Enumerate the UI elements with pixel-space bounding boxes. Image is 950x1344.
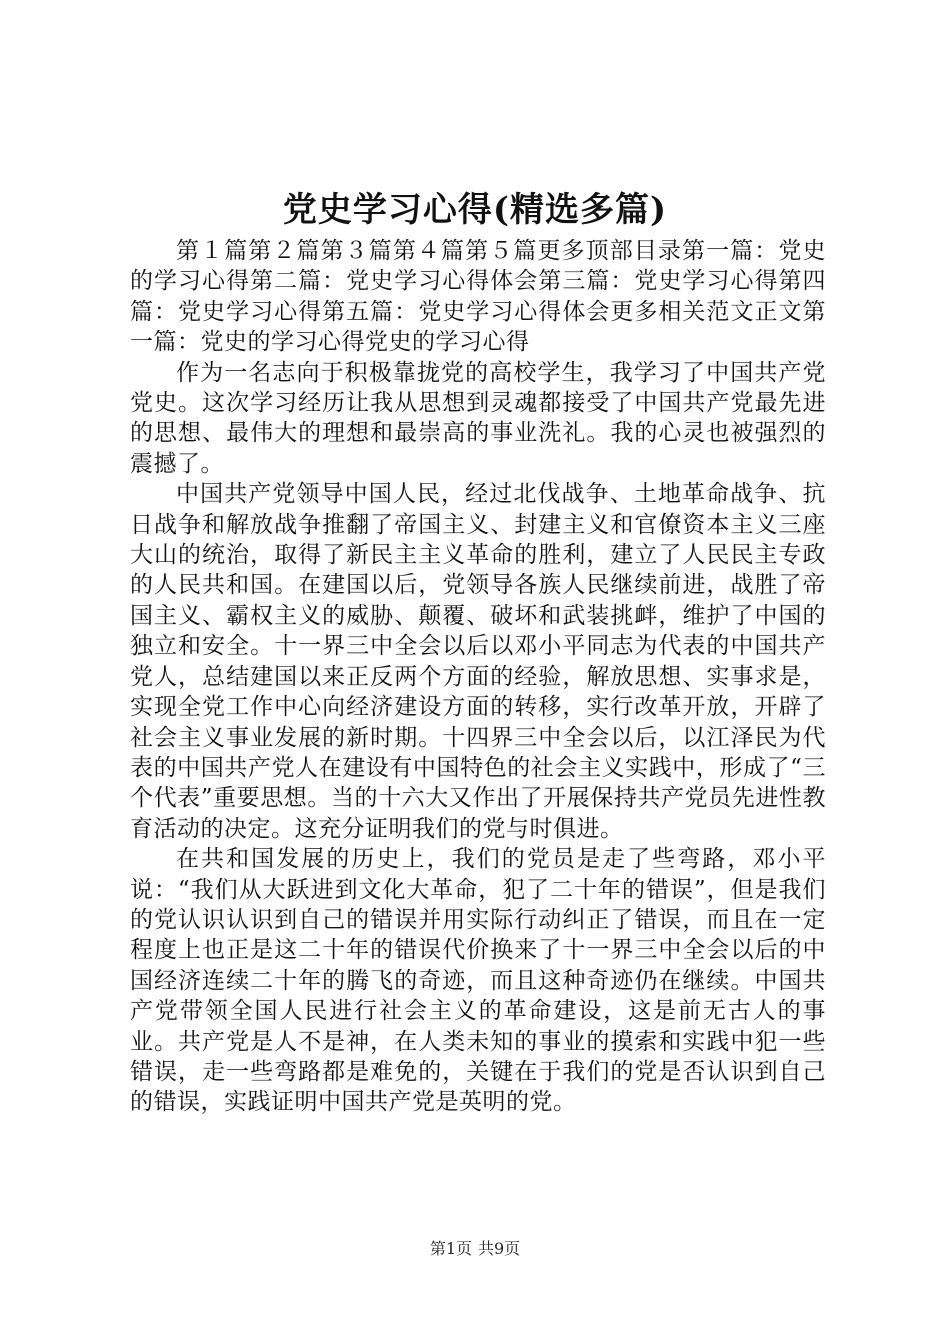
- page-number-total: 共9页: [478, 1239, 521, 1258]
- page-footer: [0, 1238, 950, 1260]
- page-number-current: 第1页: [429, 1239, 472, 1258]
- paragraph-history: 中国共产党领导中国人民，经过北伐战争、土地革命战争、抗日战争和解放战争推翻了帝国主义、封建主义和官僚资本主义三座大山的统治，取得了新民主主义革命的胜利，建立了人民民主专政的人民共和国。在建国以后，党领导各族人民继续前进，战胜了帝国主义、霸权主义的威胁、颠覆、破坏和武装挑衅，维护了中国的独立和安全。十一界三中全会以后以邓小平同志为代表的中国共产党人，总结建国以来正反两个方面的经验，解放思想、实事求是，实现全党工作中心向经济建设方面的转移，实行改革开放，开辟了社会主义事业发展的新时期。十四界三中全会以后，以江泽民为代表的中国共产党人在建设有中国特色的社会主义实践中，形成了“三个代表”重要思想。当的十六大又作出了开展保持共产党员先进性教育活动的决定。这充分证明我们的党与时俱进。: [130, 481, 826, 842]
- document-body: [130, 236, 826, 1118]
- paragraph-toc: 第１篇第２篇第３篇第４篇第５篇更多顶部目录第一篇：党史的学习心得第二篇：党史学习心得体会第三篇：党史学习心得第四篇：党史学习心得第五篇：党史学习心得体会更多相关范文正文第一篇：党史的学习心得党史的学习心得: [130, 238, 826, 356]
- paragraph-reflection: 在共和国发展的历史上，我们的党员是走了些弯路，邓小平说：“我们从大跃进到文化大革命，犯了二十年的错误”，但是我们的党认识认识到自己的错误并用实际行动纠正了错误，而且在一定程度上也正是这二十年的错误代价换来了十一界三中全会以后的中国经济连续二十年的腾飞的奇迹，而且这种奇迹仍在继续。中国共产党带领全国人民进行社会主义的革命建设，这是前无古人的事业。共产党是人不是神，在人类未知的事业的摸索和实践中犯一些错误，走一些弯路都是难免的，关键在于我们的党是否认识到自己的错误，实践证明中国共产党是英明的党。: [130, 846, 826, 1116]
- paragraph-intro: 作为一名志向于积极靠拢党的高校学生，我学习了中国共产党党史。这次学习经历让我从思想到灵魂都接受了中国共产党最先进的思想、最伟大的理想和最崇高的事业洗礼。我的心灵也被强烈的震撼了。: [130, 359, 826, 477]
- document-title: 党史学习心得(精选多篇): [282, 190, 668, 230]
